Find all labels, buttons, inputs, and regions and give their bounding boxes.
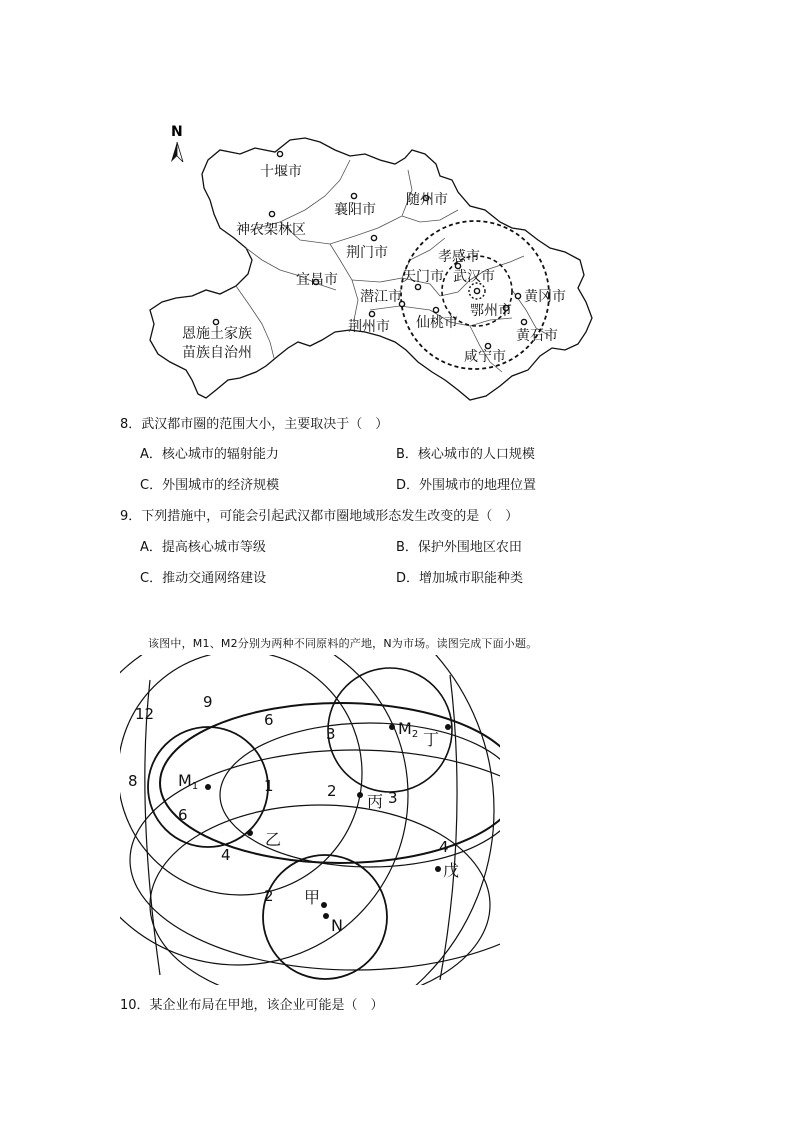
label-8: 8 [128,772,138,790]
label-3-top: 3 [326,725,336,743]
label-bing: 丙 [367,792,384,811]
north-arrow-icon [171,142,183,162]
north-label: N [171,124,183,140]
q9-option-b[interactable]: B．保护外围地区农田 [396,540,522,555]
m1-isoline-2 [120,655,362,895]
label-6-top: 6 [264,711,274,729]
point-ding [445,724,451,730]
q8-stem: 8．武汉都市圈的范围大小，主要取决于（ ） [120,417,389,432]
label-3-mid: 3 [388,789,398,807]
label-6-left: 6 [178,806,188,824]
point-n [323,913,329,919]
label-9: 9 [203,693,213,711]
q8-option-a[interactable]: A．核心城市的辐射能力 [140,447,279,462]
q8-option-c[interactable]: C．外围城市的经济规模 [140,478,280,493]
label-n: N [331,916,343,935]
city-xiantao: 仙桃市 [416,315,458,331]
q10-stem: 10．某企业布局在甲地，该企业可能是（ ） [120,998,384,1013]
q8-option-d[interactable]: D．外围城市的地理位置 [396,478,537,493]
city-jingzhou: 荆州市 [348,319,390,335]
label-4-left: 4 [221,846,231,864]
city-enshi-line2: 苗族自治州 [182,345,252,361]
point-yi [247,830,253,836]
label-m2: M2 [398,719,419,740]
city-shiyan: 十堰市 [260,164,302,180]
diagram-intro: 该图中，M1、M2分别为两种不同原料的产地，N为市场。读图完成下面小题。 [148,637,538,650]
point-m1 [205,784,211,790]
arc-left [145,680,160,975]
point-bing [357,792,363,798]
point-jia [321,902,327,908]
city-xiangyang: 襄阳市 [334,202,376,218]
city-huanggang: 黄冈市 [524,289,566,305]
arc-right [440,675,460,980]
city-jingmen: 荆门市 [346,245,388,261]
point-m2 [389,724,395,730]
city-enshi-line1: 恩施土家族 [182,326,252,342]
point-wu [435,866,441,872]
city-huangshi: 黄石市 [516,328,558,344]
label-2-bottom: 2 [264,887,274,905]
isoline-diagram [120,655,500,985]
hubei-map [140,110,600,410]
city-wuhan: 武汉市 [453,269,495,285]
label-yi: 乙 [265,830,282,849]
prefecture-boundaries [236,160,550,372]
label-m1: M1 [178,771,199,792]
label-12: 12 [135,705,155,723]
label-wu: 戊 [443,861,460,880]
city-shennongjia: 神农架林区 [236,222,306,238]
label-jia: 甲 [304,888,321,907]
q9-option-c[interactable]: C．推动交通网络建设 [140,571,267,586]
q8-option-b[interactable]: B．核心城市的人口规模 [396,447,535,462]
label-2-mid: 2 [327,782,337,800]
city-suizhou: 随州市 [406,192,448,208]
label-ding: 丁 [423,730,440,749]
city-qianjiang: 潜江市 [360,289,402,305]
q9-option-d[interactable]: D．增加城市职能种类 [396,571,524,586]
city-xiaogan: 孝感市 [438,249,480,265]
q9-stem: 9．下列措施中，可能会引起武汉都市圈地域形态发生改变的是（ ） [120,509,519,524]
city-ezhou: 鄂州市 [470,303,512,319]
city-xianning: 咸宁市 [464,349,506,365]
label-1: 1 [264,777,274,795]
label-4-right: 4 [439,838,449,856]
city-yichang: 宜昌市 [296,272,338,288]
city-tianmen: 天门市 [402,269,444,285]
q9-option-a[interactable]: A．提高核心城市等级 [140,540,266,555]
